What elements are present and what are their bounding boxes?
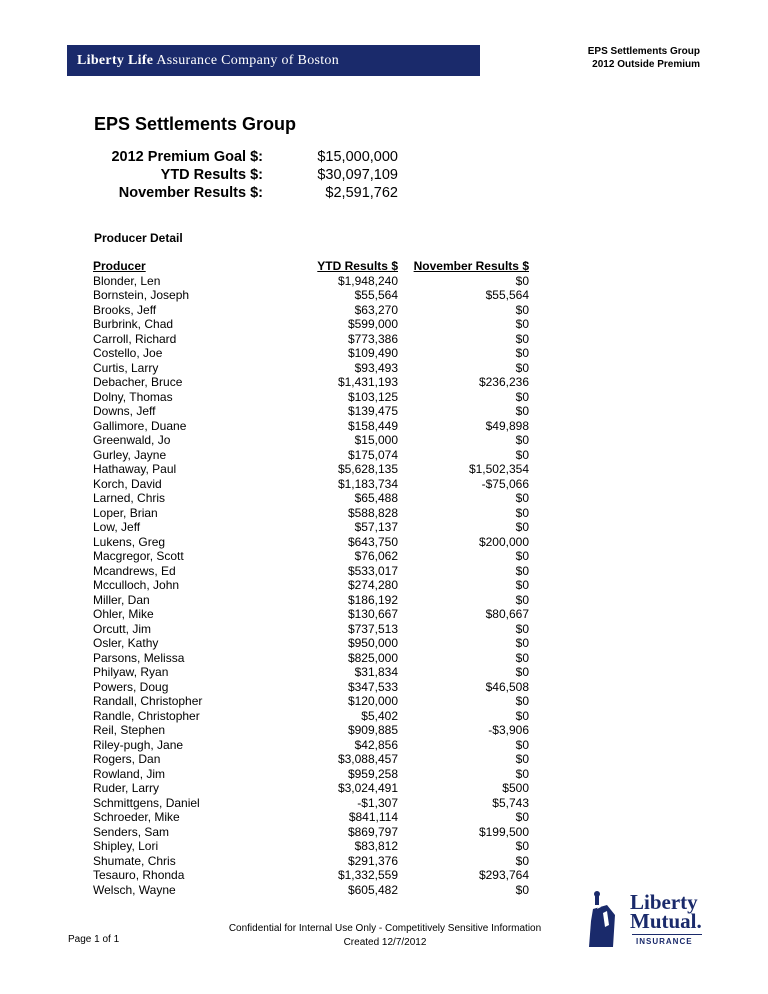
table-row [93,825,529,840]
producer-name: Macgregor, Scott [93,549,184,563]
table-row [93,810,529,825]
table-row [93,593,529,608]
november-results: $0 [515,882,529,897]
ytd-results: $950,000 [347,636,398,650]
november-results: $0 [515,491,529,505]
table-row [93,665,529,680]
november-results: $0 [515,520,529,534]
producer-name: Greenwald, Jo [93,433,171,447]
summary-value: $15,000,000 [317,149,398,165]
table-row [93,506,529,521]
producer-name: Orcutt, Jim [93,621,152,636]
november-results: $0 [515,650,529,665]
ytd-results: $825,000 [347,650,398,665]
table-row [93,651,529,666]
summary-value: $2,591,762 [325,185,398,201]
producer-name: Brooks, Jeff [93,302,157,317]
company-banner [67,45,480,76]
ytd-results: $55,564 [354,288,398,302]
producer-name: Welsch, Wayne [93,882,176,897]
november-results: $500 [502,781,529,795]
producer-name: Curtis, Larry [93,360,159,375]
col-header-ytd: YTD Results $ [317,259,398,273]
ytd-results: $347,533 [347,679,398,694]
producer-name: Mcandrews, Ed [93,563,176,578]
producer-name: Randle, Christopher [93,708,200,723]
table-row [93,578,529,593]
table-row [93,448,529,463]
ytd-results: $109,490 [347,346,398,360]
producer-name: Downs, Jeff [93,404,156,418]
producer-name: Carroll, Richard [93,331,177,346]
november-results: $0 [515,302,529,317]
producer-name: Loper, Brian [93,505,158,520]
producer-name: Reil, Stephen [93,723,166,737]
logo-wordmark [630,890,702,933]
ytd-results: $1,948,240 [337,273,398,288]
table-row [93,274,529,289]
table-row [93,883,529,898]
ytd-results: $773,386 [347,331,398,346]
summary-label: 2012 Premium Goal $: [111,149,263,165]
november-results: $0 [515,389,529,404]
producer-name: Dolny, Thomas [93,389,173,404]
ytd-results: $737,513 [347,621,398,636]
ytd-results: $63,270 [354,302,398,317]
producer-name: Burbrink, Chad [93,317,174,331]
table-row [93,738,529,753]
ytd-results: $76,062 [354,549,398,563]
producer-name: Blonder, Len [93,273,161,288]
table-row [93,868,529,883]
november-results: $0 [515,360,529,375]
november-results: $0 [515,331,529,346]
table-row [93,346,529,361]
november-results: -$75,066 [481,476,529,491]
ytd-results: $186,192 [347,592,398,607]
logo-line-liberty: Liberty [630,890,698,914]
producer-name: Osler, Kathy [93,636,159,650]
summary-row-goal [94,149,398,167]
table-row [93,564,529,579]
summary-row-november [94,185,398,203]
table-row [93,796,529,811]
producer-name: Debacher, Bruce [93,375,183,389]
november-results: $0 [515,549,529,563]
ytd-results: $1,183,734 [337,476,398,491]
table-row [93,636,529,651]
table-row [93,520,529,535]
november-results: $49,898 [485,418,529,433]
header-report-name: 2012 Outside Premium [592,59,700,70]
producer-name: Lukens, Greg [93,534,166,549]
november-results: $46,508 [485,679,529,694]
november-results: $0 [515,737,529,752]
november-results: $0 [515,563,529,578]
table-row [93,404,529,419]
table-row [93,680,529,695]
ytd-results: $3,088,457 [337,752,398,766]
november-results: $55,564 [485,288,529,302]
table-row [93,549,529,564]
ytd-results: $120,000 [347,694,398,708]
table-row [93,767,529,782]
producer-name: Senders, Sam [93,824,170,839]
ytd-results: $841,114 [348,810,398,824]
table-row [93,781,529,796]
producer-name: Larned, Chris [93,491,166,505]
ytd-results: $31,834 [354,665,398,679]
november-results: $0 [515,317,529,331]
ytd-results: $3,024,491 [337,781,398,795]
header-group-name: EPS Settlements Group [587,46,700,57]
producer-table [93,259,529,897]
november-results: $0 [515,636,529,650]
page-title: EPS Settlements Group [94,114,297,134]
footer-note [220,922,550,950]
ytd-results: $175,074 [347,447,398,462]
summary-block [94,149,398,203]
logo-line-insurance: INSURANCE [636,937,693,946]
table-row [93,752,529,767]
ytd-results: $909,885 [347,723,398,737]
banner-brand: Liberty Life [77,53,154,68]
ytd-results: $93,493 [354,360,398,375]
summary-value: $30,097,109 [317,167,398,183]
table-row [93,839,529,854]
november-results: -$3,906 [488,723,529,737]
producer-name: Mcculloch, John [93,578,180,592]
ytd-results: -$1,307 [357,795,398,810]
ytd-results: $139,475 [347,404,398,418]
table-row [93,317,529,332]
producer-name: Tesauro, Rhonda [93,868,185,882]
table-row [93,462,529,477]
producer-name: Gallimore, Duane [93,418,187,433]
november-results: $0 [515,505,529,520]
producer-name: Randall, Christopher [93,694,203,708]
summary-label: YTD Results $: [160,167,263,183]
producer-name: Costello, Joe [93,346,163,360]
november-results: $0 [515,665,529,679]
ytd-results: $158,449 [347,418,398,433]
november-results: $0 [515,694,529,708]
table-row [93,419,529,434]
table-row [93,433,529,448]
november-results: $0 [515,273,529,288]
producer-name: Parsons, Melissa [93,650,185,665]
created-date: Created 12/7/2012 [343,937,427,948]
page-number: Page 1 of 1 [68,934,120,945]
ytd-results: $643,750 [347,534,398,549]
november-results: $0 [515,766,529,781]
table-row [93,723,529,738]
table-row [93,288,529,303]
ytd-results: $103,125 [347,389,398,404]
ytd-results: $1,431,193 [337,375,398,389]
col-header-producer: Producer [93,259,146,273]
producer-name: Gurley, Jayne [93,447,167,462]
confidential-notice: Confidential for Internal Use Only - Competitively Sensitive Information [228,923,542,934]
table-row [93,854,529,869]
producer-name: Philyaw, Ryan [93,665,169,679]
november-results: $0 [515,433,529,447]
ytd-results: $5,402 [361,708,398,723]
ytd-results: $291,376 [347,853,398,868]
ytd-results: $42,856 [354,737,398,752]
november-results: $1,502,354 [468,462,529,476]
table-row [93,303,529,318]
col-header-november: November Results $ [413,259,529,273]
table-row [93,375,529,390]
november-results: $0 [515,708,529,723]
ytd-results: $65,488 [354,491,398,505]
table-row [93,709,529,724]
producer-name: Powers, Doug [93,679,169,694]
november-results: $0 [515,853,529,868]
producer-name: Rogers, Dan [93,752,161,766]
summary-row-ytd [94,167,398,185]
november-results: $236,236 [478,375,529,389]
ytd-results: $869,797 [347,824,398,839]
table-row [93,694,529,709]
november-results: $200,000 [478,534,529,549]
logo-line-mutual: Mutual. [630,909,702,933]
ytd-results: $533,017 [347,563,398,578]
november-results: $0 [515,578,529,592]
ytd-results: $5,628,135 [337,462,398,476]
producer-name: Schmittgens, Daniel [93,795,200,810]
producer-name: Hathaway, Paul [93,462,177,476]
november-results: $0 [515,621,529,636]
producer-name: Ohler, Mike [93,607,154,621]
table-row [93,607,529,622]
summary-label: November Results $: [118,185,263,201]
november-results: $293,764 [478,868,529,882]
november-results: $0 [515,592,529,607]
producer-name: Shumate, Chris [93,853,176,868]
section-title: Producer Detail [94,231,183,245]
ytd-results: $83,812 [354,839,398,853]
ytd-results: $599,000 [347,317,398,331]
banner-company: Assurance Company of Boston [153,53,340,68]
ytd-results: $588,828 [347,505,398,520]
table-row [93,361,529,376]
ytd-results: $274,280 [347,578,398,592]
november-results: $0 [515,810,529,824]
logo-divider [632,934,702,935]
ytd-results: $15,000 [354,433,398,447]
november-results: $0 [515,839,529,853]
november-results: $199,500 [478,824,529,839]
table-row [93,622,529,637]
producer-name: Rowland, Jim [93,766,166,781]
table-row [93,535,529,550]
producer-name: Bornstein, Joseph [93,288,190,302]
table-header-row [93,259,529,274]
november-results: $80,667 [485,607,529,621]
producer-name: Ruder, Larry [93,781,160,795]
ytd-results: $1,332,559 [337,868,398,882]
november-results: $0 [515,404,529,418]
producer-name: Miller, Dan [93,592,150,607]
producer-name: Riley-pugh, Jane [93,737,184,752]
ytd-results: $959,258 [347,766,398,781]
november-results: $0 [515,447,529,462]
november-results: $0 [515,346,529,360]
ytd-results: $130,667 [347,607,398,621]
ytd-results: $57,137 [354,520,398,534]
producer-name: Low, Jeff [93,520,141,534]
producer-name: Schroeder, Mike [93,810,180,824]
table-row [93,491,529,506]
november-results: $5,743 [492,795,529,810]
header-right [588,45,700,71]
table-row [93,477,529,492]
table-row [93,332,529,347]
producer-name: Shipley, Lori [93,839,159,853]
november-results: $0 [515,752,529,766]
table-row [93,390,529,405]
producer-name: Korch, David [93,476,162,491]
ytd-results: $605,482 [347,882,398,897]
